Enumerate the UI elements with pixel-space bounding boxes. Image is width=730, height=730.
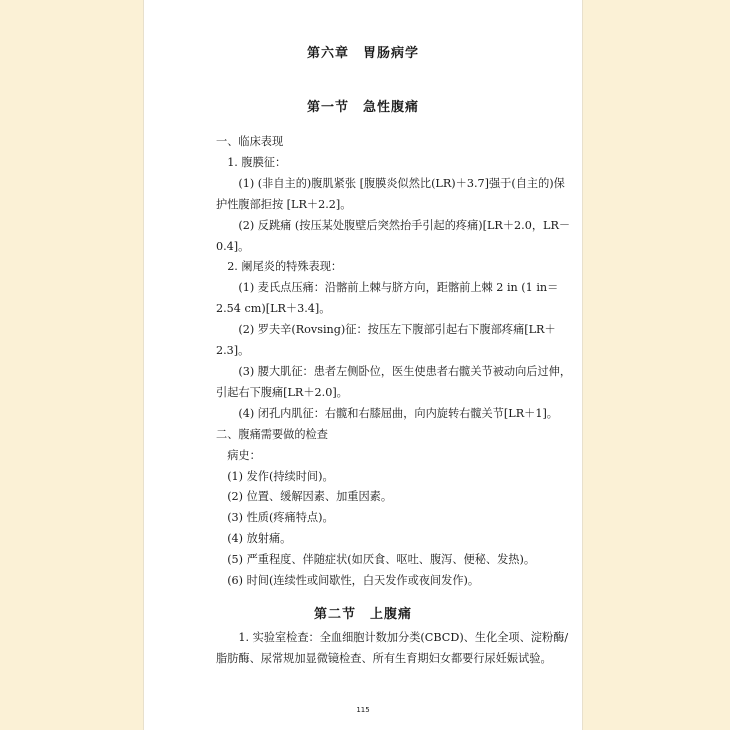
history-item: (4) 放射痛。 bbox=[227, 532, 292, 546]
history-item: (6) 时间(连续性或间歇性，白天发作或夜间发作)。 bbox=[227, 574, 480, 588]
item-rovsing: (2) 罗夫辛(Rovsing)征：按压左下腹部引起右下腹部疼痛[LR＋2.3]。 bbox=[216, 323, 556, 358]
section-2-body bbox=[216, 628, 576, 670]
book-page bbox=[143, 0, 583, 730]
history-item: (1) 发作(持续时间)。 bbox=[227, 469, 334, 483]
item-rebound: (2) 反跳痛 (按压某处腹壁后突然抬手引起的疼痛)[LR＋2.0，LR－0.4]。 bbox=[216, 218, 571, 253]
history-item: (3) 性质(疼痛特点)。 bbox=[227, 511, 334, 525]
item-rigidity: (1) (非自主的)腹肌紧张 [腹膜炎似然比(LR)＋3.7]强于(自主的)保护性腹部拒按 [LR＋2.2]。 bbox=[216, 176, 565, 211]
chapter-title: 第六章 胃肠病学 bbox=[306, 46, 419, 61]
section-title-2: 第二节 上腹痛 bbox=[313, 607, 412, 622]
item-lab-tests: 1. 实验室检查：全血细胞计数加分类(CBCD)、生化全项、淀粉酶/脂肪酶、尿常规加显微镜检查、所有生育期妇女都要行尿妊娠试验。 bbox=[216, 631, 569, 665]
item-psoas: (3) 腰大肌征：患者左侧卧位，医生使患者右髋关节被动向后过伸，引起右下腹痛[LR＋2.0]。 bbox=[216, 364, 572, 399]
item-appendicitis: 2. 阑尾炎的特殊表现： bbox=[227, 260, 343, 274]
item-mcburney: (1) 麦氏点压痛：沿髂前上棘与脐方向，距髂前上棘 2 in (1 in＝2.54 cm)[LR＋3.4]。 bbox=[216, 281, 559, 316]
section-1-body bbox=[216, 132, 576, 592]
heading-workup: 二、腹痛需要做的检查 bbox=[216, 427, 328, 441]
history-label: 病史： bbox=[227, 448, 261, 462]
section-title-1: 第一节 急性腹痛 bbox=[306, 100, 419, 115]
item-peritoneal-signs: 1. 腹膜征： bbox=[227, 155, 287, 169]
history-item: (2) 位置、缓解因素、加重因素。 bbox=[227, 490, 393, 504]
page-number: 115 bbox=[356, 706, 370, 714]
history-item: (5) 严重程度、伴随症状(如厌食、呕吐、腹泻、便秘、发热)。 bbox=[227, 553, 536, 567]
item-obturator: (4) 闭孔内肌征：右髋和右膝屈曲，向内旋转右髋关节[LR＋1]。 bbox=[238, 406, 558, 420]
heading-clinical: 一、临床表现 bbox=[216, 135, 284, 148]
